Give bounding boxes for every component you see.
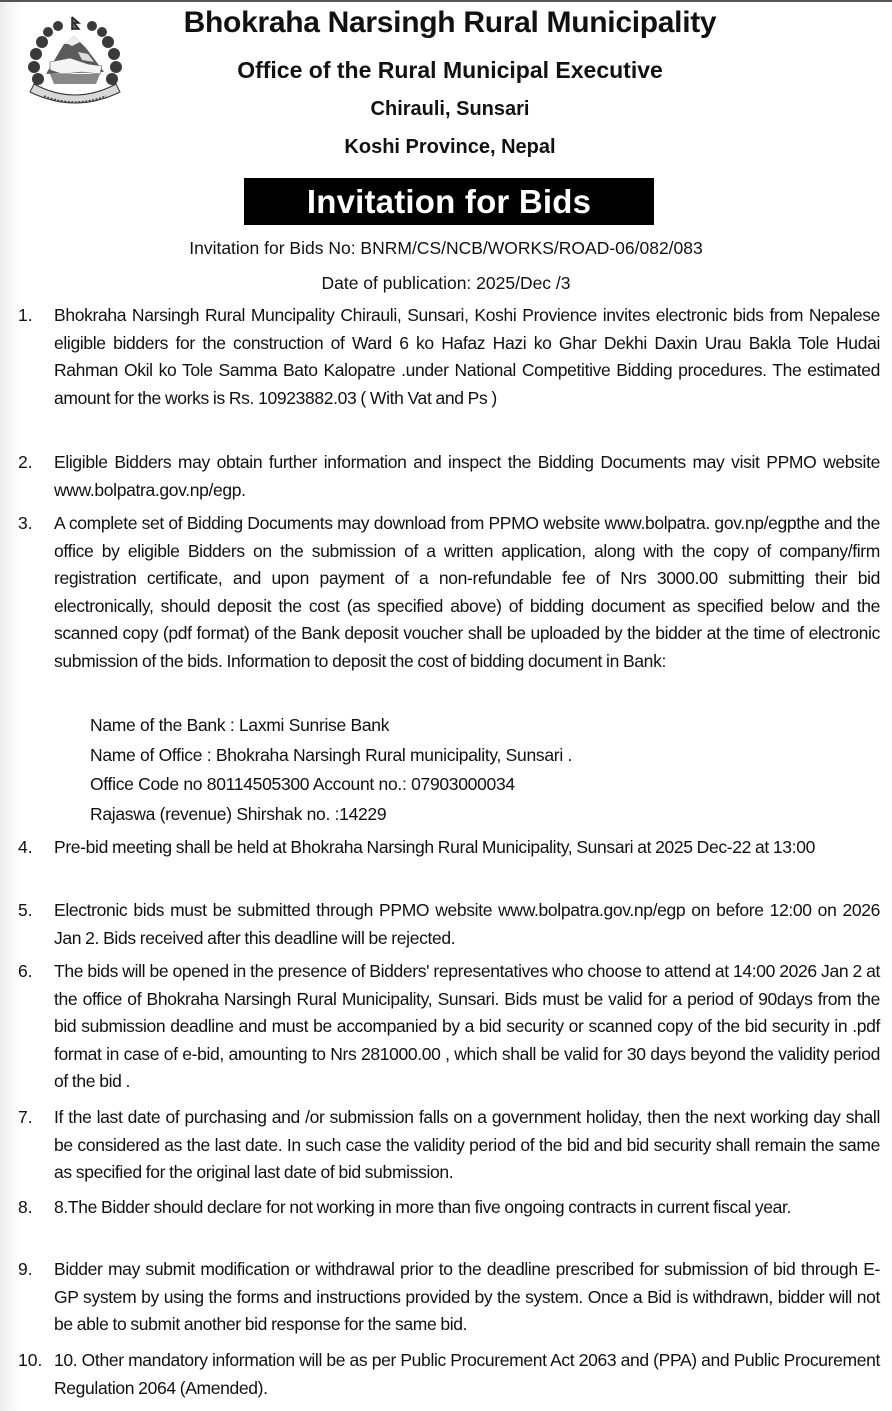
item-number: 3.	[18, 513, 33, 533]
item-text: 10. Other mandatory information will be as per Public Procurement Act 2063 and (PPA) and Public Procurement Regulation 2064 (Amended).	[54, 1350, 880, 1398]
item-text: 8.The Bidder should declare for not working in more than five ongoing contracts in current fiscal year.	[54, 1197, 792, 1217]
bank-revenue-head: Rajaswa (revenue) Shirshak no. :14229	[90, 804, 387, 824]
item-number: 8.	[18, 1197, 33, 1217]
municipality-title: Bhokraha Narsingh Rural Municipality	[183, 6, 717, 39]
item-number: 2.	[18, 452, 33, 472]
item-number: 7.	[18, 1107, 33, 1127]
ifb-number: Invitation for Bids No: BNRM/CS/NCB/WORKS/ROAD-06/082/083	[189, 238, 703, 258]
item-number: 9.	[18, 1259, 33, 1279]
item-number: 6.	[18, 961, 33, 981]
item-text: Bhokraha Narsingh Rural Muncipality Chirauli, Sunsari, Koshi Provience invites electronic bids from Nepalese eligible bidders for the construction of Ward 6 ko Hafaz Hazi ko Ghar Dekhi Daxin Urau Bakla Tole Hudai Rahman Okil ko Tole Samma Bato Kalopatre .under National Competitive Bidding procedures. The estimated amount for the works is Rs. 10923882.03 ( With Vat and Ps )	[54, 305, 880, 408]
notice-title-banner: Invitation for Bids	[244, 178, 654, 225]
office-name: Office of the Rural Municipal Executive	[237, 57, 663, 83]
nepal-emblem-icon	[22, 14, 128, 106]
bank-office-name: Name of Office : Bhokraha Narsingh Rural municipality, Sunsari .	[90, 745, 573, 765]
address-line-1: Chirauli, Sunsari	[370, 98, 530, 120]
item-text: Eligible Bidders may obtain further information and inspect the Bidding Documents may visit PPMO website www.bolpatra.gov.np/egp.	[54, 452, 880, 500]
item-text: Bidder may submit modification or withdrawal prior to the deadline prescribed for submission of bid through E- GP system by using the forms and instructions provided by the system. Once a Bid is withdrawn, bidder will not be able to submit another bid response for the same bid.	[54, 1259, 880, 1334]
item-text: If the last date of purchasing and /or submission falls on a government holiday, then the next working day shall be considered as the last date. In such case the validity period of the bid and bid security shall remain the same as specified for the original last date of bid submission.	[54, 1107, 880, 1182]
address-line-2: Koshi Province, Nepal	[344, 136, 556, 158]
item-text: Pre-bid meeting shall be held at Bhokraha Narsingh Rural Municipality, Sunsari at 2025 Dec-22 at 13:00	[54, 837, 815, 857]
bank-name: Name of the Bank : Laxmi Sunrise Bank	[90, 715, 390, 735]
item-number: 1.	[18, 305, 33, 325]
item-text: Electronic bids must be submitted through PPMO website www.bolpatra.gov.np/egp on before 12:00 on 2026 Jan 2. Bids received after this deadline will be rejected.	[54, 900, 880, 948]
item-number: 10.	[18, 1350, 43, 1370]
item-text: A complete set of Bidding Documents may download from PPMO website www.bolpatra. gov.np/egpthe and the office by eligible Bidders on the submission of a written application, along with the copy of company/firm registration certificate, and upon payment of a non-refundable fee of Nrs 3000.00 submitting their bid electronically, should deposit the cost (as specified above) of bidding document as specified below and the scanned copy (pdf format) of the Bank deposit voucher shall be uploaded by the bidder at the time of electronic submission of the bids. Information to deposit the cost of bidding document in Bank:	[54, 513, 880, 671]
item-number: 4.	[18, 837, 33, 857]
publication-date: Date of publication: 2025/Dec /3	[321, 273, 571, 293]
bank-office-code: Office Code no 80114505300 Account no.: 07903000034	[90, 774, 515, 794]
item-number: 5.	[18, 900, 33, 920]
item-text: The bids will be opened in the presence of Bidders' representatives who choose to attend at 14:00 2026 Jan 2 at the office of Bhokraha Narsingh Rural Municipality, Sunsari. Bids must be valid for a period of 90days from the bid submission deadline and must be accompanied by a bid security or scanned copy of the bid security in .pdf format in case of e-bid, amounting to Nrs 281000.00 , which shall be valid for 30 days beyond the validity period of the bid .	[54, 961, 880, 1091]
